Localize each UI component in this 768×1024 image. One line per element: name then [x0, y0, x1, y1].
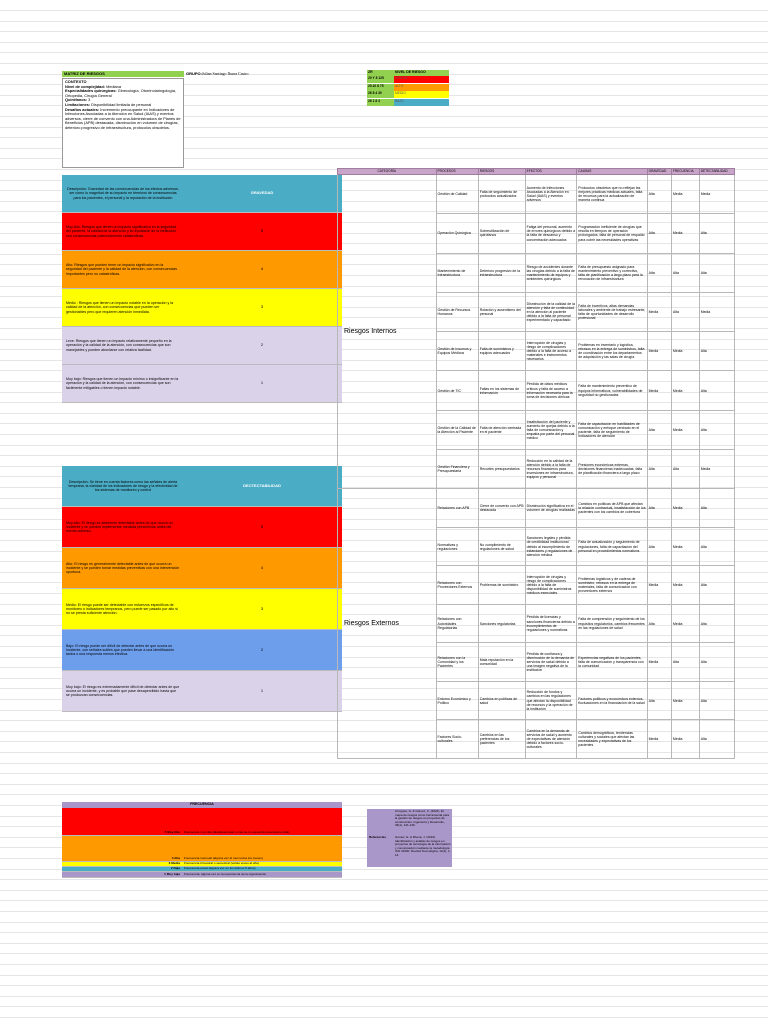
detectability-row: [62, 548, 342, 589]
grid-line: [0, 773, 768, 774]
severity-row: [62, 213, 342, 251]
detectability-row: [62, 671, 342, 712]
risk-matrix-table: [337, 168, 735, 759]
matrix-detectability: Alta: [699, 720, 734, 759]
grid-line: [0, 21, 768, 22]
matrix-process: Operación Quirúrgica: [436, 214, 478, 253]
grid-line: [0, 900, 768, 901]
risk-level-header: ZR: [367, 70, 394, 76]
risk-level-range: 26 8 4 30: [367, 91, 394, 98]
frequency-row-text: Frecuencia anual (alguna vez en los últimos 5 años): [184, 866, 256, 871]
matrix-header-cell: CAUSAS: [577, 169, 647, 175]
matrix-risk: Cierre de convenio con APB destacada: [478, 489, 525, 528]
matrix-frequency: Media: [671, 410, 699, 449]
risk-level-name: ALTO: [394, 84, 449, 91]
matrix-severity: Alta: [647, 681, 671, 720]
matrix-cause: Factores políticos y económicos externos, fluctuaciones en la financiación de la salud: [577, 681, 647, 720]
matrix-detectability: Alta: [699, 489, 734, 528]
risk-level-range: 20 Y 8 125: [367, 76, 394, 83]
frequency-row-text: Frecuencia mensual (alguna vez al mes todos los meses): [184, 856, 263, 861]
matrix-process: Relaciones con APB: [436, 489, 478, 528]
matrix-risk: Cambios en políticas de salud: [478, 681, 525, 720]
risk-level-range: 20.10 8 75: [367, 84, 394, 91]
matrix-title: MATRIZ DE RIESGOS: [62, 71, 184, 77]
matrix-detectability: Alta: [699, 643, 734, 682]
context-line-label: Desafíos actuales:: [65, 106, 100, 112]
matrix-frequency: Media: [671, 175, 699, 214]
matrix-risk: Rotación y ausentismo del personal: [478, 292, 525, 331]
context-line-label: Limitaciones:: [65, 101, 91, 107]
matrix-detectability: Media: [699, 175, 734, 214]
detectability-row-value: 4: [260, 564, 264, 570]
risk-level-header: NIVEL DE RIESGO: [394, 70, 449, 76]
matrix-severity: Alta: [647, 604, 671, 643]
frequency-row-text: Frecuencia muy alta (diaria/semanal o más de lo requerido para toda la vida): [184, 830, 290, 835]
frequency-header: FRECUENCIA: [62, 802, 342, 808]
matrix-severity: Media: [647, 643, 671, 682]
detectability-row-value: 1: [260, 687, 264, 693]
severity-row-value: 1: [260, 380, 264, 386]
detectability-row-desc: Medio: El riesgo puede ser detectable con esfuerzos específicos de monitoreo o indicadores tempranos, pero puede ser pasado por alto si no se presta suficiente atención.: [66, 602, 178, 616]
severity-row: [62, 327, 342, 365]
grid-line: [0, 922, 768, 923]
matrix-frequency: Media: [671, 604, 699, 643]
matrix-process: Gestión de Calidad: [436, 175, 478, 214]
matrix-risk: Problemas de suministro: [478, 566, 525, 605]
frequency-row: [62, 836, 342, 862]
matrix-detectability: Alta: [699, 566, 734, 605]
matrix-process: Entorno Económico y Político: [436, 681, 478, 720]
matrix-cause: Problemas en inventario y logística, retrasos en la entrega de suministros, falta de coordinación entre los departamentos de adquisición y las salas de cirugía: [577, 332, 647, 371]
detectability-row-value: 2: [260, 646, 264, 652]
frequency-row-label: 2 Baja: [170, 866, 180, 871]
context-line-text: Disponibilidad limitada de personal: [90, 101, 152, 107]
severity-row: [62, 365, 342, 403]
grid-line: [0, 890, 768, 891]
context-line-label: Nivel de complejidad:: [65, 83, 105, 89]
matrix-frequency: Media: [671, 371, 699, 410]
detectability-header-desc: Descripción: Se tiene en cuenta factores como las señales de alerta temprana, la claridad de los indicadores de riesgo y la efectividad de los sistemas de monitoreo y control: [68, 479, 178, 493]
matrix-cause: Falta de capacitación en habilidades de comunicación y enfoque centrado en el paciente, falta de seguimiento de indicadores de atención: [577, 410, 647, 449]
matrix-risk: Recortes presupuestarios: [478, 450, 525, 489]
severity-row-value: 3: [260, 304, 264, 310]
risk-level-name: CRITICO: [394, 76, 449, 83]
grid-line: [0, 996, 768, 997]
matrix-effect: Reducción en la calidad de la atención debido a la falta de recursos financieros para inversiones en infraestructura, equipos y personal: [525, 450, 577, 489]
severity-row-value: 2: [260, 342, 264, 348]
context-line-label: Quirófanos:: [65, 97, 88, 103]
risk-level-range: 26 1 8 4: [367, 99, 394, 106]
matrix-severity: Alta: [647, 410, 671, 449]
matrix-detectability: Alta: [699, 371, 734, 410]
severity-row-desc: Muy bajo: Riesgos que tienen un impacto mínimo o insignificante en la operación y la calidad de la atención, con consecuencias que son fácilmente mitigables o tienen impacto notable.: [66, 377, 179, 390]
matrix-process: Factores Socio-culturales: [436, 720, 478, 759]
matrix-cause: Falta de actualización y seguimiento de regulaciones, falta de capacitación del personal en procedimientos normativos: [577, 527, 647, 566]
matrix-row: [338, 175, 735, 214]
matrix-detectability: Alta: [699, 527, 734, 566]
matrix-frequency: Media: [671, 332, 699, 371]
grid-line: [0, 911, 768, 912]
risk-level-name: BAJO: [394, 99, 449, 106]
matrix-process: Gestión de Recursos Humanos: [436, 292, 478, 331]
matrix-frequency: Alta: [671, 292, 699, 331]
matrix-risk: Sobreutilización de quirófanos: [478, 214, 525, 253]
matrix-frequency: Alta: [671, 253, 699, 292]
grid-line: [0, 932, 768, 933]
matrix-process: Mantenimiento de Infraestructura: [436, 253, 478, 292]
matrix-severity: Alta: [647, 489, 671, 528]
matrix-severity: Media: [647, 371, 671, 410]
matrix-header-cell: CATEGORÍA: [338, 169, 437, 175]
severity-row-desc: Leve: Riesgos que tienen un impacto relativamente pequeño en la operación y la calidad de la atención, con consecuencias que son manejables y pueden abordarse con relativa facilidad.: [66, 339, 172, 352]
matrix-severity: Media: [647, 292, 671, 331]
matrix-cause: Programación ineficiente de cirugías que resulta en tiempos de operación prolongados, falta de personal de respaldo para cubrir las necesidades operativas: [577, 214, 647, 253]
matrix-cause: Cambios en políticas de APB que afectan la relación contractual, insatisfacción de los pacientes con los cambios de cobertura: [577, 489, 647, 528]
matrix-severity: Alta: [647, 253, 671, 292]
grid-line: [0, 52, 768, 53]
matrix-frequency: Media: [671, 566, 699, 605]
matrix-cause: Presiones económicas externas, decisiones financieras inadecuadas, falta de planificación financiera a largo plazo: [577, 450, 647, 489]
grid-line: [0, 879, 768, 880]
matrix-severity: Alta: [647, 175, 671, 214]
matrix-header-cell: FRECUENCIA: [671, 169, 699, 175]
matrix-cause: Falta de mantenimiento preventivo de equipos informáticos, vulnerabilidades de seguridad no gestionadas: [577, 371, 647, 410]
matrix-detectability: Alta: [699, 253, 734, 292]
matrix-process: Gestión de Insumos y Equipos Médicos: [436, 332, 478, 371]
matrix-frequency: Alta: [671, 643, 699, 682]
matrix-severity: Media: [647, 720, 671, 759]
context-line-text: Ginecología, Otorrinolaringología, Ortopedia, Cirugía General: [65, 88, 176, 98]
matrix-process: Gestión de TIC: [436, 371, 478, 410]
matrix-frequency: Media: [671, 527, 699, 566]
matrix-header-cell: RIESGOS: [478, 169, 525, 175]
matrix-detectability: Alta: [699, 681, 734, 720]
context-line-label: Especialidades quirúrgicas:: [65, 88, 117, 94]
frequency-row-label: 5 Muy Alta: [164, 830, 180, 835]
context-line-text: Incremento preocupante en Indicadores de Infecciones Asociadas a la Atención en Salud (IAAS) y eventos adversos, cierre de convenio con una Administradora de Planes de Beneficios (APB) destacada, disminución en volumen de cirugías, deterioro progresivo de infraestructura, protocolos obsoletos.: [65, 106, 181, 130]
matrix-risk: Fallas en los sistemas de información: [478, 371, 525, 410]
frequency-row-text: Frecuencia: alguna vez en la experiencia de la organización: [184, 872, 267, 877]
matrix-cause: Falta de comprensión y seguimiento de los requisitos regulatorios, cambios frecuentes en las regulaciones de salud: [577, 604, 647, 643]
group-value[interactable]: Julian Santiago Ibarra Castro: [202, 71, 249, 76]
matrix-frequency: Media: [671, 489, 699, 528]
context-lines: [65, 85, 181, 131]
matrix-process: Normativas y regulaciones: [436, 527, 478, 566]
matrix-detectability: Media: [699, 292, 734, 331]
matrix-category: Riesgos Externos: [338, 489, 437, 759]
matrix-effect: Pérdida de confianza y disminución de la demanda de servicios de salud debido a una imagen negativa de la institución: [525, 643, 577, 682]
matrix-detectability: Alta: [699, 604, 734, 643]
severity-row-value: 4: [260, 266, 264, 272]
matrix-effect: Aumento de Infecciones Asociadas a la Atención en Salud (IAAS) y eventos adversos: [525, 175, 577, 214]
matrix-effect: Pérdida de licencias y sanciones financieras debido a incumplimientos de regulaciones y normativas: [525, 604, 577, 643]
matrix-cause: Falta de presupuesto asignado para mantenimiento preventivo y correctivo, falta de planificación a largo plazo para la renovación de infraestructura: [577, 253, 647, 292]
frequency-row: [62, 808, 342, 836]
detectability-row-value: 3: [260, 605, 264, 611]
grid-line: [0, 42, 768, 43]
detectability-row-desc: Bajo: El riesgo puede ser difícil de detectar antes de que ocurra un incidente, con señales sutiles que pueden llevar a una identificación tardía o una respuesta menos efectiva.: [66, 643, 175, 657]
grid-line: [0, 763, 768, 764]
risk-level-name: MEDIO: [394, 91, 449, 98]
grid-line: [0, 1006, 768, 1007]
frequency-row-text: Frecuencia trimestral o semestral (varias veces al año): [184, 861, 260, 866]
grid-line: [0, 31, 768, 32]
grid-line: [0, 975, 768, 976]
detectability-row: [62, 507, 342, 548]
severity-row: [62, 289, 342, 327]
matrix-effect: Interrupción de cirugías y riesgo de complicaciones debido a la falta de disponibilidad de suministros médicos esenciales: [525, 566, 577, 605]
detectability-header-label: DECTECTABILIDAD: [243, 482, 281, 488]
matrix-header-cell: GRAVEDAD: [647, 169, 671, 175]
matrix-cause: Falta de incentivos, altas demandas laborales y ambiente de trabajo estresante, falta de oportunidades de desarrollo profesional: [577, 292, 647, 331]
reference-item: Gómez, E. & Rivera, J. (2019). Identificación y análisis de riesgos en proyectos de tecnología de la información y comunicación mediante la metodología ISO 31000. Revista Tecnológica, 12(1), 1-14.: [394, 835, 452, 867]
detectability-row: [62, 630, 342, 671]
matrix-header-cell: EFECTOS: [525, 169, 577, 175]
matrix-frequency: Media: [671, 681, 699, 720]
group-label: GRUPO:: [186, 71, 202, 76]
reference-item: Arroyave, G. & Gómez, C. (2022). El mapa de riesgos como herramienta para la gestión de riesgos en proyectos de construcción. Ingeniería y Desarrollo, 39(1), 121-136.: [394, 809, 452, 835]
detectability-row-desc: Muy bajo: El riesgo es extremadamente difícil de detectar antes de que ocurra un incidente, y es probable que pase desapercibido hasta que se produzcan consecuencias.: [66, 684, 180, 698]
references-label: Referencias: [367, 809, 394, 867]
detectability-header: [62, 466, 342, 507]
matrix-cause: Experiencias negativas de los pacientes, falta de comunicación y transparencia con la comunidad: [577, 643, 647, 682]
matrix-severity: Media: [647, 566, 671, 605]
detectability-row: [62, 589, 342, 630]
grid-line: [0, 63, 768, 64]
severity-row-desc: Alto: Riesgos que pueden tener un impacto significativo en la seguridad del paciente y la calidad de la atención, con consecuencias importantes pero no catastróficas.: [66, 263, 178, 276]
matrix-effect: Disminución significativa en el volumen de cirugías realizadas: [525, 489, 577, 528]
matrix-severity: Media: [647, 332, 671, 371]
context-heading: CONTEXTO: [65, 79, 87, 84]
frequency-row-label: 3 Media: [168, 861, 180, 866]
severity-row: [62, 251, 342, 289]
matrix-risk: Cambios en las preferencias de los pacientes: [478, 720, 525, 759]
matrix-effect: Fatiga del personal, aumento de errores quirúrgicos debido a la falta de descanso y concentración adecuados: [525, 214, 577, 253]
matrix-frequency: Media: [671, 720, 699, 759]
matrix-cause: Protocolos obsoletos que no reflejan las mejores prácticas médicas actuales, falta de recursos para la actualización de manera continua: [577, 175, 647, 214]
matrix-effect: Disminución de la calidad de la atención y falta de continuidad en la atención al paciente debido a la falta de personal experimentado y capacitado: [525, 292, 577, 331]
matrix-header-cell: PROCESOS: [436, 169, 478, 175]
matrix-effect: Sanciones legales y pérdida de credibilidad institucional debido al incumplimiento de estándares y regulaciones de atención médica: [525, 527, 577, 566]
matrix-cause: Cambios demográficos, tendencias culturales y sociales que afectan las necesidades y expectativas de los pacientes: [577, 720, 647, 759]
matrix-severity: Alta: [647, 450, 671, 489]
severity-header-desc: Descripción: Gravedad de las consecuencias de los efectos adversos, ser como lo magnitud de su impacto en términos de consecuencias para los pacientes, el personal y la reputación de la institución: [67, 187, 179, 200]
matrix-process: Gestión de la Calidad de la Atención al Paciente: [436, 410, 478, 449]
matrix-frequency: Alta: [671, 450, 699, 489]
grid-line: [0, 964, 768, 965]
matrix-severity: Alta: [647, 527, 671, 566]
frequency-row-label: 4 Alta: [171, 856, 180, 861]
context-line-text: Mediana: [105, 83, 122, 89]
detectability-row-value: 5: [260, 523, 264, 529]
frequency-row-label: 1 Muy baja: [164, 872, 180, 877]
grid-line: [0, 943, 768, 944]
matrix-process: Relaciones con la Comunidad y los Pacientes: [436, 643, 478, 682]
frequency-row: [62, 872, 342, 878]
matrix-row: [338, 489, 735, 528]
matrix-risk: No cumplimiento de regulaciones de salud: [478, 527, 525, 566]
grid-line: [0, 10, 768, 11]
grid-line: [0, 1017, 768, 1018]
grid-line: [0, 794, 768, 795]
matrix-severity: Alta: [647, 214, 671, 253]
detectability-row-desc: Alto: El riesgo es generalmente detectable antes de que ocurra un incidente y se pueden tomar medidas preventivas con una intervención oportuna.: [66, 561, 180, 575]
matrix-process: Relaciones con Autoridades Regulatorias: [436, 604, 478, 643]
context-box: [62, 78, 184, 168]
context-line-text: 3: [87, 97, 91, 103]
matrix-body: [338, 175, 735, 759]
grid-line: [0, 784, 768, 785]
matrix-effect: Cambios en la demanda de servicios de salud y aumento de expectativas de atención debido a factores socio-culturales: [525, 720, 577, 759]
matrix-process: Relaciones con Proveedores Externos: [436, 566, 478, 605]
matrix-risk: Sanciones regulatorias: [478, 604, 525, 643]
matrix-risk: Deterioro progresivo de la infraestructura: [478, 253, 525, 292]
matrix-risk: Falta de seguimiento de protocolos actualizados: [478, 175, 525, 214]
matrix-category: Riesgos Internos: [338, 175, 437, 489]
matrix-effect: Insatisfacción del paciente y aumento de quejas debido a la falta de comunicación y empatía por parte del personal médico: [525, 410, 577, 449]
matrix-header-cell: DETECTABILIDAD: [699, 169, 734, 175]
matrix-detectability: Alta: [699, 332, 734, 371]
severity-header-label: GRAVEDAD: [250, 190, 274, 196]
detectability-row-desc: Muy alto: El riesgo es altamente detectable antes de que ocurra un incidente y se pueden implementar medidas preventivas antes del evento adverso.: [66, 520, 173, 534]
severity-header: [62, 175, 342, 213]
matrix-risk: Falta de suministros y equipos adecuados: [478, 332, 525, 371]
severity-row-value: 5: [260, 228, 264, 234]
matrix-risk: Mala reputación en la comunidad: [478, 643, 525, 682]
matrix-effect: Riesgo de accidentes durante las cirugías debido a la falta de mantenimiento de equipos y ambientes quirúrgicos: [525, 253, 577, 292]
matrix-detectability: Alta: [699, 410, 734, 449]
grid-line: [0, 953, 768, 954]
matrix-detectability: Media: [699, 450, 734, 489]
matrix-frequency: Media: [671, 214, 699, 253]
matrix-effect: Interrupción de cirugías y riesgo de complicaciones debido a la falta de acceso a materiales e instrumentos necesarios: [525, 332, 577, 371]
matrix-effect: Reducción de fondos y cambios en las regulaciones que afectan la disponibilidad de recursos y la operación de la institución: [525, 681, 577, 720]
severity-row-desc: Muy Alto: Riesgos que tienen un impacto significativo en la seguridad del paciente, la calidad de la atención y la reputación de la institución, con consecuencias potencialmente catastróficas.: [66, 225, 178, 238]
matrix-process: Gestión Financiera y Presupuestaria: [436, 450, 478, 489]
severity-row-desc: Medio : Riesgos que tienen un impacto notable en la operación y la calidad de la atención, con consecuencias que pueden ser gestionables pero que requieren atención inmediata.: [66, 301, 174, 314]
matrix-risk: Falta de atención centrada en el paciente: [478, 410, 525, 449]
matrix-effect: Pérdida de datos médicos críticos y falta de acceso a información necesaria para la toma de decisiones clínicas: [525, 371, 577, 410]
matrix-detectability: Alta: [699, 214, 734, 253]
grid-line: [0, 985, 768, 986]
matrix-cause: Problemas logísticos y de cadena de suministro, retrasos en la entrega de materiales, falta de comunicación con proveedores externos: [577, 566, 647, 605]
context-line: [65, 108, 181, 131]
